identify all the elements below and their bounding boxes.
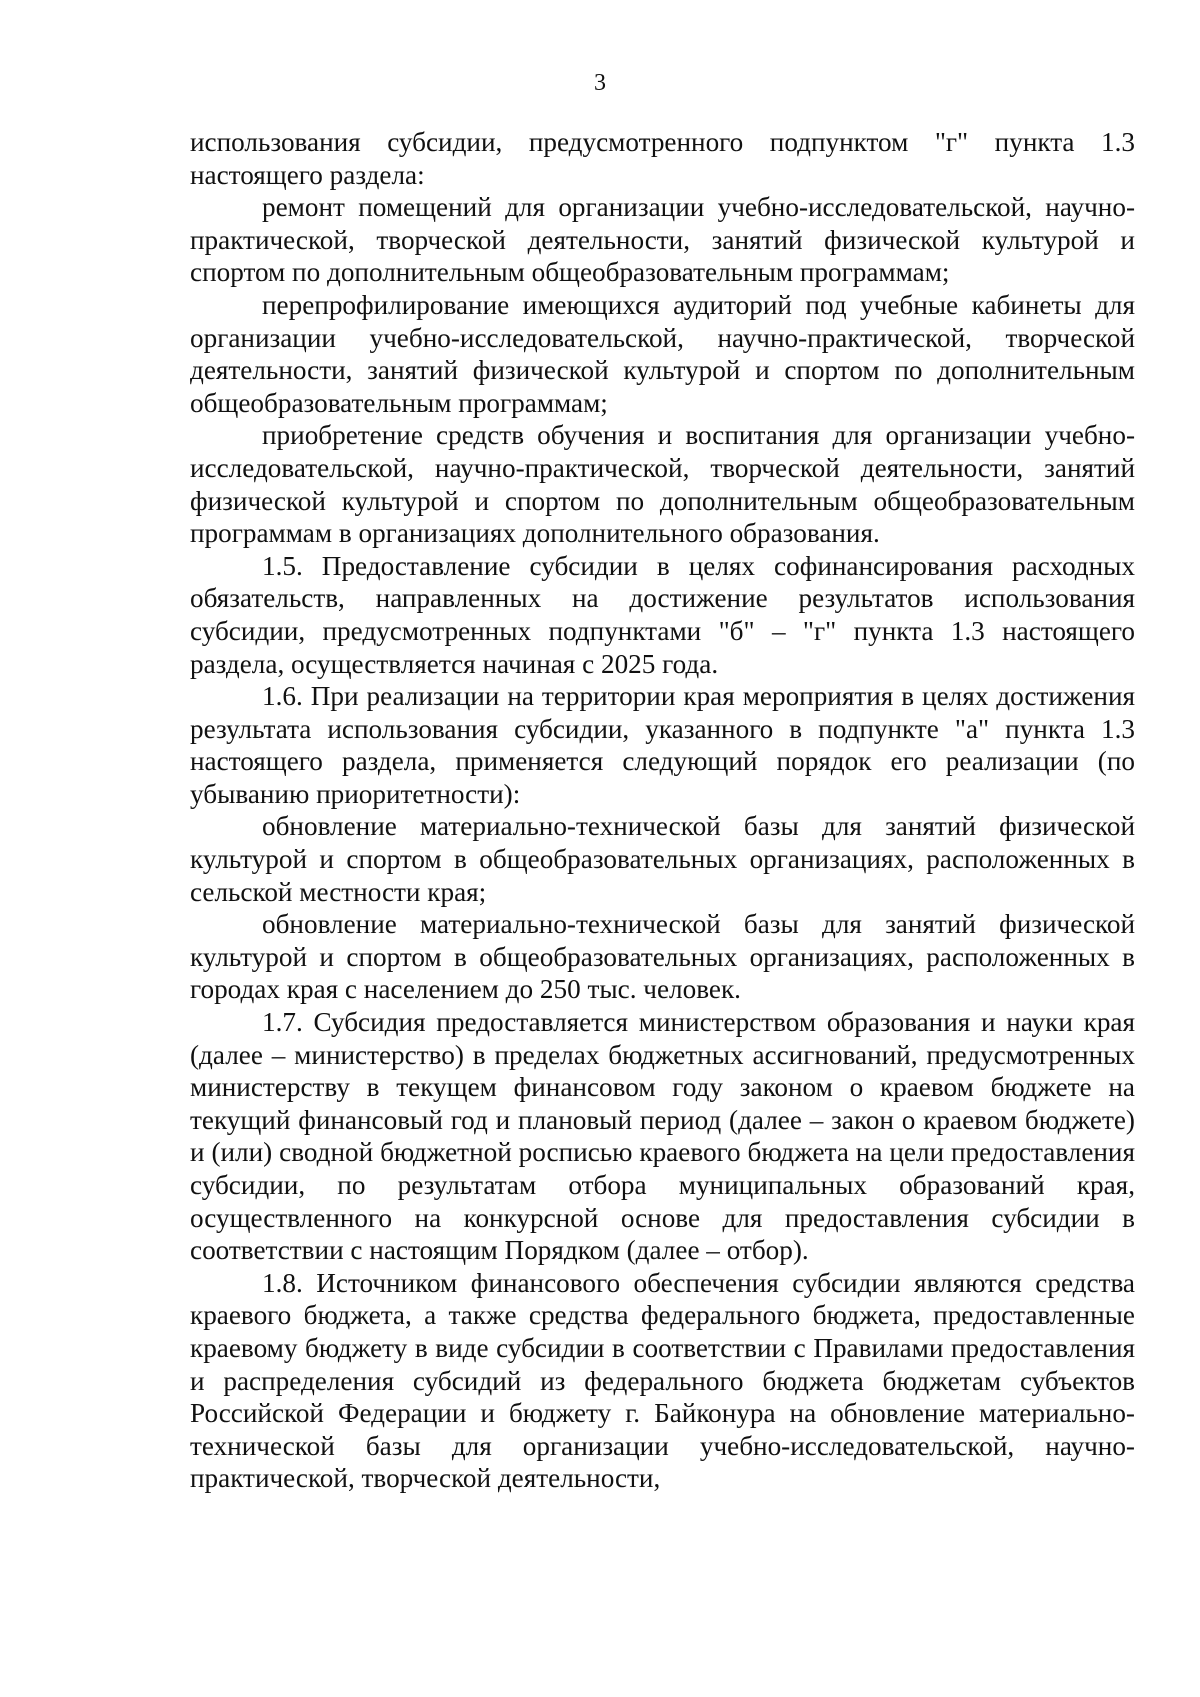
document-body xyxy=(190,126,1135,1495)
paragraph-1-7: 1.7. Субсидия предоставляется министерством образования и науки края (далее – министерство) в пределах бюджетных ассигнований, предусмотренных министерству в текущем финансовом году законом о краевом бюджете на текущий финансовый год и плановый период (далее – закон о краевом бюджете) и (или) сводной бюджетной росписью краевого бюджета на цели предоставления субсидии, по результатам отбора муниципальных образований края, осуществленного на конкурсной основе для предоставления субсидии в соответствии с настоящим Порядком (далее – отбор). xyxy=(190,1007,1135,1266)
paragraph-repair-premises: ремонт помещений для организации учебно-исследовательской, научно-практической, творческой деятельности, занятий физической культурой и спортом по дополнительным общеобразовательным программам; xyxy=(190,192,1135,288)
paragraph-1-6: 1.6. При реализации на территории края мероприятия в целях достижения результата использования субсидии, указанного в подпункте "а" пункта 1.3 настоящего раздела, применяется следующий порядок его реализации (по убыванию приоритетности): xyxy=(190,681,1135,809)
page-number: 3 xyxy=(594,70,606,96)
paragraph-rural-update: обновление материально-технической базы для занятий физической культурой и спортом в общеобразовательных организациях, расположенных в сельской местности края; xyxy=(190,811,1135,907)
paragraph-city-update: обновление материально-технической базы для занятий физической культурой и спортом в общеобразовательных организациях, расположенных в городах края с населением до 250 тыс. человек. xyxy=(190,909,1135,1005)
paragraph-continuation: использования субсидии, предусмотренного подпунктом "г" пункта 1.3 настоящего раздела: xyxy=(190,127,1135,190)
paragraph-purchase-means: приобретение средств обучения и воспитания для организации учебно-исследовательской, научно-практической, творческой деятельности, занятий физической культурой и спортом по дополнительным общеобразовательным программам в организациях дополнительного образования. xyxy=(190,420,1135,549)
paragraph-1-8: 1.8. Источником финансового обеспечения субсидии являются средства краевого бюджета, а также средства федерального бюджета, предоставленные краевому бюджету в виде субсидии в соответствии с Правилами предоставления и распределения субсидий из федерального бюджета бюджетам субъектов Российской Федерации и бюджету г. Байконура на обновление материально-технической базы для организации учебно-исследовательской, научно-практической, творческой деятельности, xyxy=(190,1267,1135,1494)
paragraph-1-5: 1.5. Предоставление субсидии в целях софинансирования расходных обязательств, направленных на достижение результатов использования субсидии, предусмотренных подпунктами "б" – "г" пункта 1.3 настоящего раздела, осуществляется начиная с 2025 года. xyxy=(190,550,1135,679)
paragraph-reprofiling: перепрофилирование имеющихся аудиторий под учебные кабинеты для организации учебно-исследовательской, научно-практической, творческой деятельности, занятий физической культурой и спортом по дополнительным общеобразовательным программам; xyxy=(190,289,1135,418)
